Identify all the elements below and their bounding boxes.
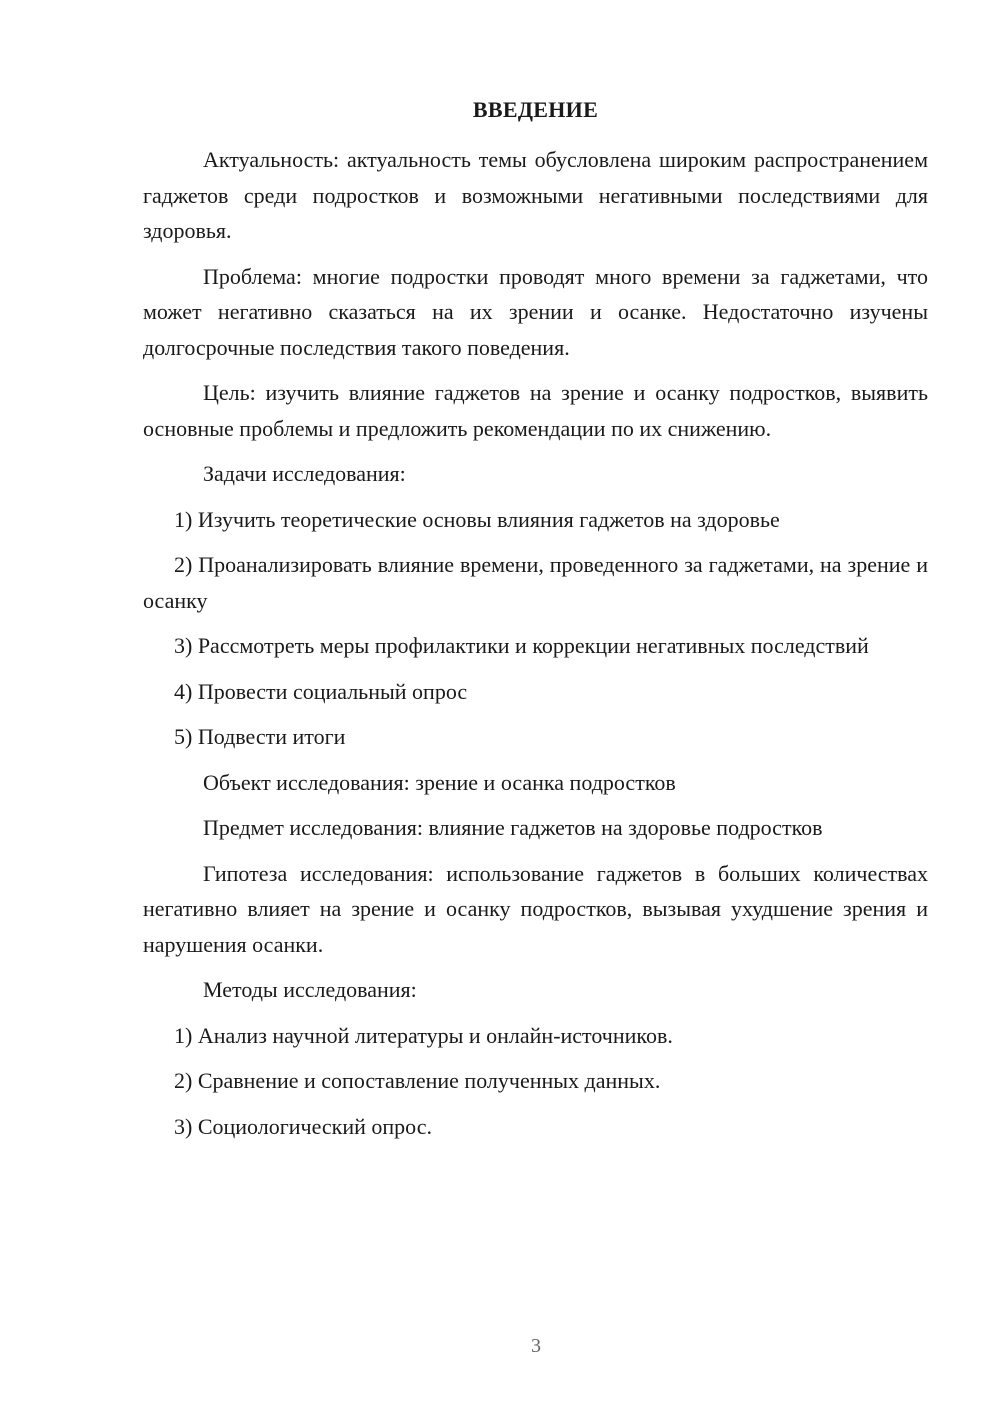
page-number: 3 <box>531 1335 541 1357</box>
list-item-task-5: 5) Подвести итоги <box>174 724 346 749</box>
list-item-task-4: 4) Провести социальный опрос <box>174 678 468 704</box>
list-item-task-3: 3) Рассмотреть меры профилактики и коррекции негативных последствий <box>174 633 869 658</box>
paragraph-subject: Предмет исследования: влияние гаджетов на здоровье подростков <box>203 815 823 840</box>
document-body <box>143 142 928 1154</box>
paragraph-hypothesis: Гипотеза исследования: использование гаджетов в больших количествах негативно влияет на зрение и осанку подростков, вызывая ухудшение зрения и нарушения осанки. <box>143 860 928 957</box>
paragraph-tasks-heading: Задачи исследования: <box>203 461 406 486</box>
paragraph-problem: Проблема: многие подростки проводят много времени за гаджетами, что может негативно сказаться на их зрении и осанке. Недостаточно изучены долгосрочные последствия такого поведения. <box>143 263 928 360</box>
list-item-method-3: 3) Социологический опрос. <box>174 1113 432 1139</box>
page-title: ВВЕДЕНИЕ <box>472 97 599 122</box>
list-item-method-1: 1) Анализ научной литературы и онлайн-источников. <box>174 1022 673 1048</box>
list-item-task-2: 2) Проанализировать влияние времени, проведенного за гаджетами, на зрение и осанку <box>143 552 928 613</box>
paragraph-methods-heading: Методы исследования: <box>203 977 417 1002</box>
list-item-method-2: 2) Сравнение и сопоставление полученных данных. <box>174 1068 661 1093</box>
list-item-task-1: 1) Изучить теоретические основы влияния гаджетов на здоровье <box>174 506 780 532</box>
paragraph-object: Объект исследования: зрение и осанка подростков <box>203 769 676 795</box>
paragraph-relevance: Актуальность: актуальность темы обусловлена широким распространением гаджетов среди подростков и возможными негативными последствиями для здоровья. <box>143 147 928 243</box>
paragraph-goal: Цель: изучить влияние гаджетов на зрение и осанку подростков, выявить основные проблемы и предложить рекомендации по их снижению. <box>143 380 928 441</box>
